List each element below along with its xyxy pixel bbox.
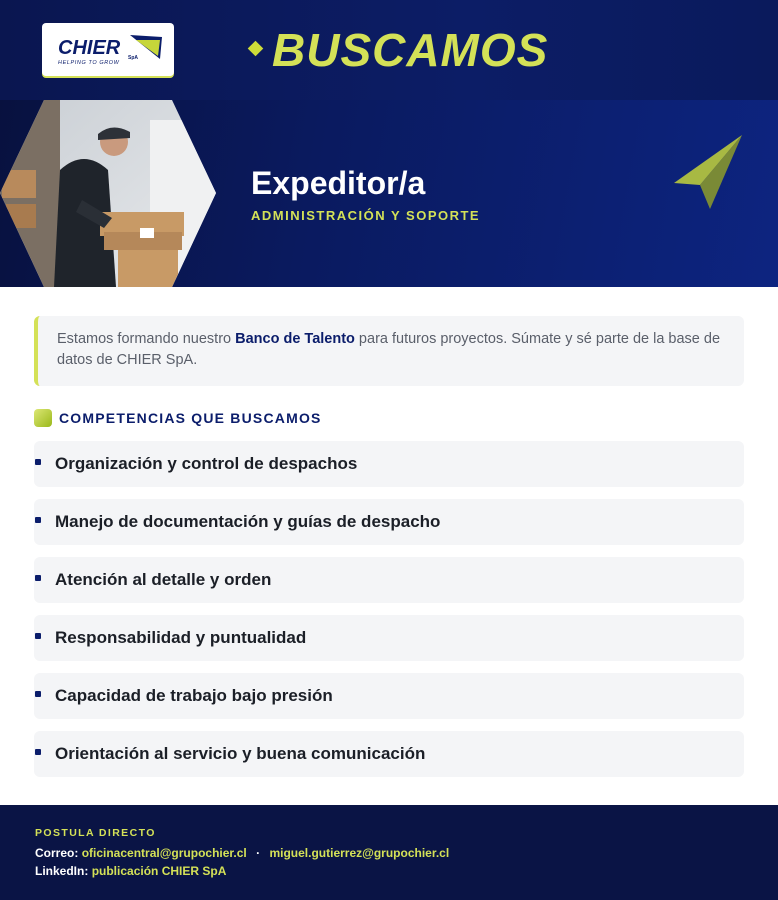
bullet-icon bbox=[35, 633, 41, 639]
intro-text-before: Estamos formando nuestro bbox=[57, 331, 236, 347]
list-item bbox=[34, 441, 744, 487]
worker-photo bbox=[0, 100, 216, 287]
intro-callout bbox=[34, 316, 744, 386]
logo-suffix: SpA bbox=[128, 55, 138, 61]
email-label: Correo: bbox=[35, 846, 79, 860]
competency-text: Atención al detalle y orden bbox=[55, 570, 272, 589]
bullet-icon bbox=[35, 459, 41, 465]
list-item bbox=[34, 731, 744, 777]
email-link-2[interactable]: miguel.gutierrez@grupochier.cl bbox=[269, 846, 450, 860]
logo-tagline: HELPING TO GROW bbox=[58, 60, 120, 66]
hero-header bbox=[0, 0, 778, 287]
logo-swoosh-accent-icon bbox=[136, 40, 160, 56]
contact-footer bbox=[0, 805, 778, 900]
company-logo bbox=[42, 23, 174, 76]
competency-text: Manejo de documentación y guías de despacho bbox=[55, 512, 441, 531]
competency-text: Responsabilidad y puntualidad bbox=[55, 628, 307, 647]
headline: BUSCAMOS bbox=[272, 24, 549, 76]
list-item bbox=[34, 673, 744, 719]
competencies-title: COMPETENCIAS QUE BUSCAMOS bbox=[59, 410, 322, 426]
bullet-icon bbox=[35, 749, 41, 755]
logo-wordmark: CHIER bbox=[58, 37, 121, 59]
competencies-heading bbox=[34, 409, 322, 427]
apply-label: POSTULA DIRECTO bbox=[35, 827, 156, 839]
list-item bbox=[34, 499, 744, 545]
linkedin-link[interactable]: publicación CHIER SpA bbox=[91, 864, 227, 878]
competency-text: Capacidad de trabajo bajo presión bbox=[55, 686, 333, 705]
bullet-icon bbox=[35, 691, 41, 697]
linkedin-label: LinkedIn: bbox=[35, 864, 89, 878]
intro-highlight: Banco de Talento bbox=[235, 331, 355, 347]
email-separator: · bbox=[256, 846, 261, 860]
bullet-icon bbox=[35, 575, 41, 581]
competencies-list bbox=[34, 441, 744, 789]
section-marker-icon bbox=[34, 409, 52, 427]
role-area: ADMINISTRACIÓN Y SOPORTE bbox=[251, 208, 481, 223]
email-line bbox=[35, 845, 449, 861]
competency-text: Orientación al servicio y buena comunicación bbox=[55, 744, 426, 763]
role-title: Expeditor/a bbox=[251, 165, 426, 201]
email-link-1[interactable]: oficinacentral@grupochier.cl bbox=[81, 846, 247, 860]
list-item bbox=[34, 557, 744, 603]
intro-text-after: para futuros proyectos. Súmate y sé parte de la base de datos de CHIER SpA. bbox=[57, 331, 721, 368]
linkedin-line bbox=[35, 863, 226, 879]
bullet-icon bbox=[35, 517, 41, 523]
competency-text: Organización y control de despachos bbox=[55, 454, 358, 473]
list-item bbox=[34, 615, 744, 661]
paper-plane-icon bbox=[672, 133, 744, 211]
